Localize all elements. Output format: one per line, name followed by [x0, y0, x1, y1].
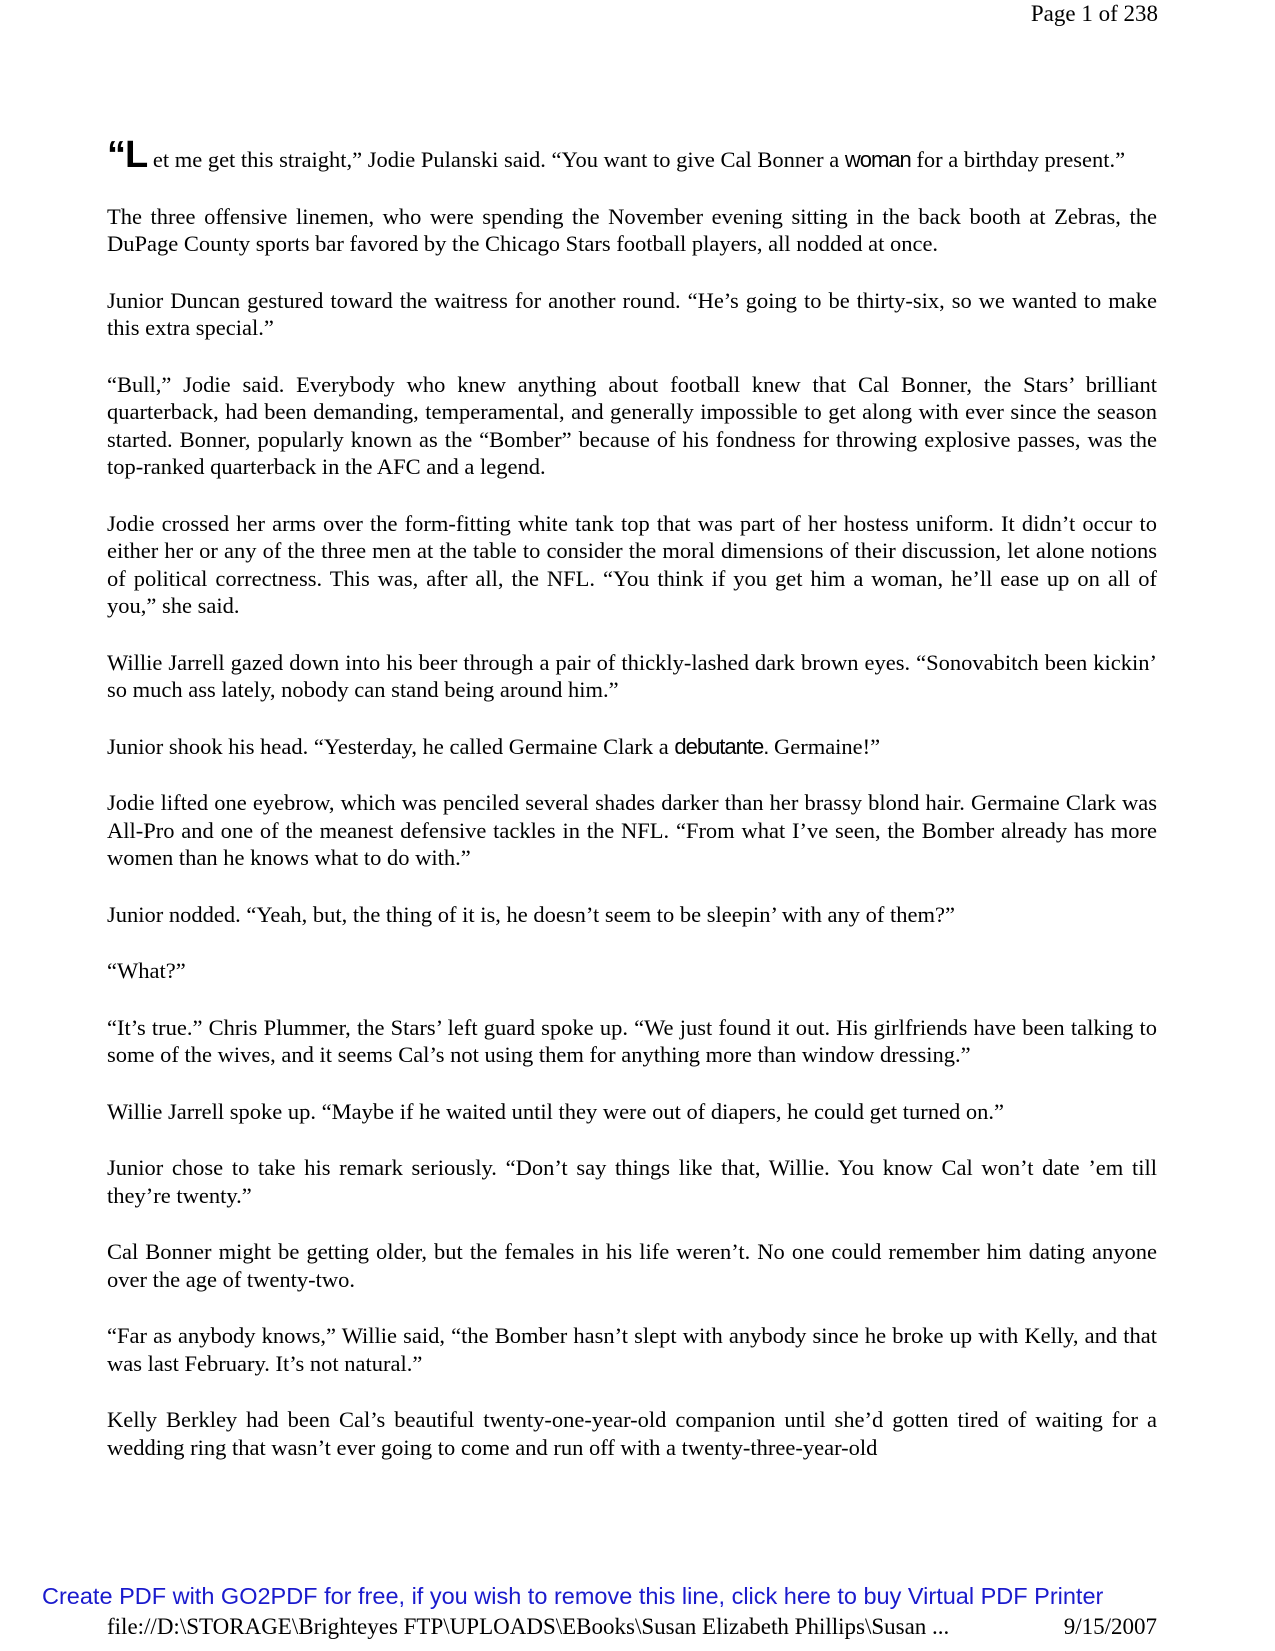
paragraph-text: Germaine!” — [768, 733, 881, 759]
paragraph-16: Kelly Berkley had been Cal’s beautiful twenty-one-year-old companion until she’d gotten tired of waiting for a wedding ring that wasn’t ever going to come and run off with a twenty-three-year-old — [107, 1407, 1157, 1460]
go2pdf-promo-link[interactable]: Create PDF with GO2PDF for free, if you wish to remove this line, click here to buy Virtual PDF Printer — [42, 1583, 1104, 1609]
emphasis-word: woman — [844, 147, 911, 172]
paragraph-8: Jodie lifted one eyebrow, which was penciled several shades darker than her brassy blond hair. Germaine Clark was All-Pro and one of the meanest defensive tackles in the NFL. “From what I’ve seen, the Bomber already has more women than he knows what to do with.” — [107, 790, 1157, 870]
emphasis-word: debutante. — [674, 733, 769, 759]
footer-date: 9/15/2007 — [1063, 1614, 1157, 1639]
paragraph-10: “What?” — [107, 958, 186, 983]
drop-cap: “L — [107, 134, 148, 176]
document-body — [107, 134, 1157, 1490]
footer-file-path: file://D:\STORAGE\Brighteyes FTP\UPLOADS\EBooks\Susan Elizabeth Phillips\Susan ... — [107, 1614, 950, 1639]
paragraph-text: for a birthday present.” — [910, 147, 1126, 172]
paragraph-7 — [107, 733, 1157, 761]
paragraph-2: The three offensive linemen, who were spending the November evening sitting in the back booth at Zebras, the DuPage County sports bar favored by the Chicago Stars football players, all nodded at once. — [107, 203, 1157, 256]
paragraph-1 — [107, 134, 1157, 176]
paragraph-15: “Far as anybody knows,” Willie said, “the Bomber hasn’t slept with anybody since he broke up with Kelly, and that was last February. It’s not natural.” — [107, 1323, 1157, 1376]
paragraph-12: Willie Jarrell spoke up. “Maybe if he waited until they were out of diapers, he could get turned on.” — [107, 1098, 1004, 1124]
paragraph-5: Jodie crossed her arms over the form-fitting white tank top that was part of her hostess uniform. It didn’t occur to either her or any of the three men at the table to consider the moral dimensions of their discussion, let alone notions of political correctness. This was, after all, the NFL. “You think if you get him a woman, he’ll ease up on all of you,” she said. — [107, 510, 1157, 618]
paragraph-3: Junior Duncan gestured toward the waitress for another round. “He’s going to be thirty-six, so we wanted to make this extra special.” — [107, 287, 1157, 340]
paragraph-text: Junior shook his head. “Yesterday, he called Germaine Clark a — [107, 733, 675, 759]
page-number: Page 1 of 238 — [1030, 1, 1158, 26]
paragraph-13: Junior chose to take his remark seriously. “Don’t say things like that, Willie. You know Cal won’t date ’em till they’re twenty.” — [107, 1155, 1157, 1208]
paragraph-14: Cal Bonner might be getting older, but the females in his life weren’t. No one could remember him dating anyone over the age of twenty-two. — [107, 1239, 1157, 1292]
paragraph-6: Willie Jarrell gazed down into his beer through a pair of thickly-lashed dark brown eyes. “Sonovabitch been kickin’ so much ass lately, nobody can stand being around him.” — [107, 649, 1157, 702]
paragraph-11: “It’s true.” Chris Plummer, the Stars’ left guard spoke up. “We just found it out. His girlfriends have been talking to some of the wives, and it seems Cal’s not using them for anything more than window dressing.” — [107, 1014, 1157, 1067]
paragraph-text: et me get this straight,” Jodie Pulanski said. “You want to give Cal Bonner a — [147, 147, 845, 172]
paragraph-4: “Bull,” Jodie said. Everybody who knew anything about football knew that Cal Bonner, the Stars’ brilliant quarterback, had been demanding, temperamental, and generally impossible to get along with ever since the season started. Bonner, popularly known as the “Bomber” because of his fondness for throwing explosive passes, was the top-ranked quarterback in the AFC and a legend. — [107, 371, 1157, 479]
paragraph-9: Junior nodded. “Yeah, but, the thing of it is, he doesn’t seem to be sleepin’ with any of them?” — [107, 901, 955, 927]
